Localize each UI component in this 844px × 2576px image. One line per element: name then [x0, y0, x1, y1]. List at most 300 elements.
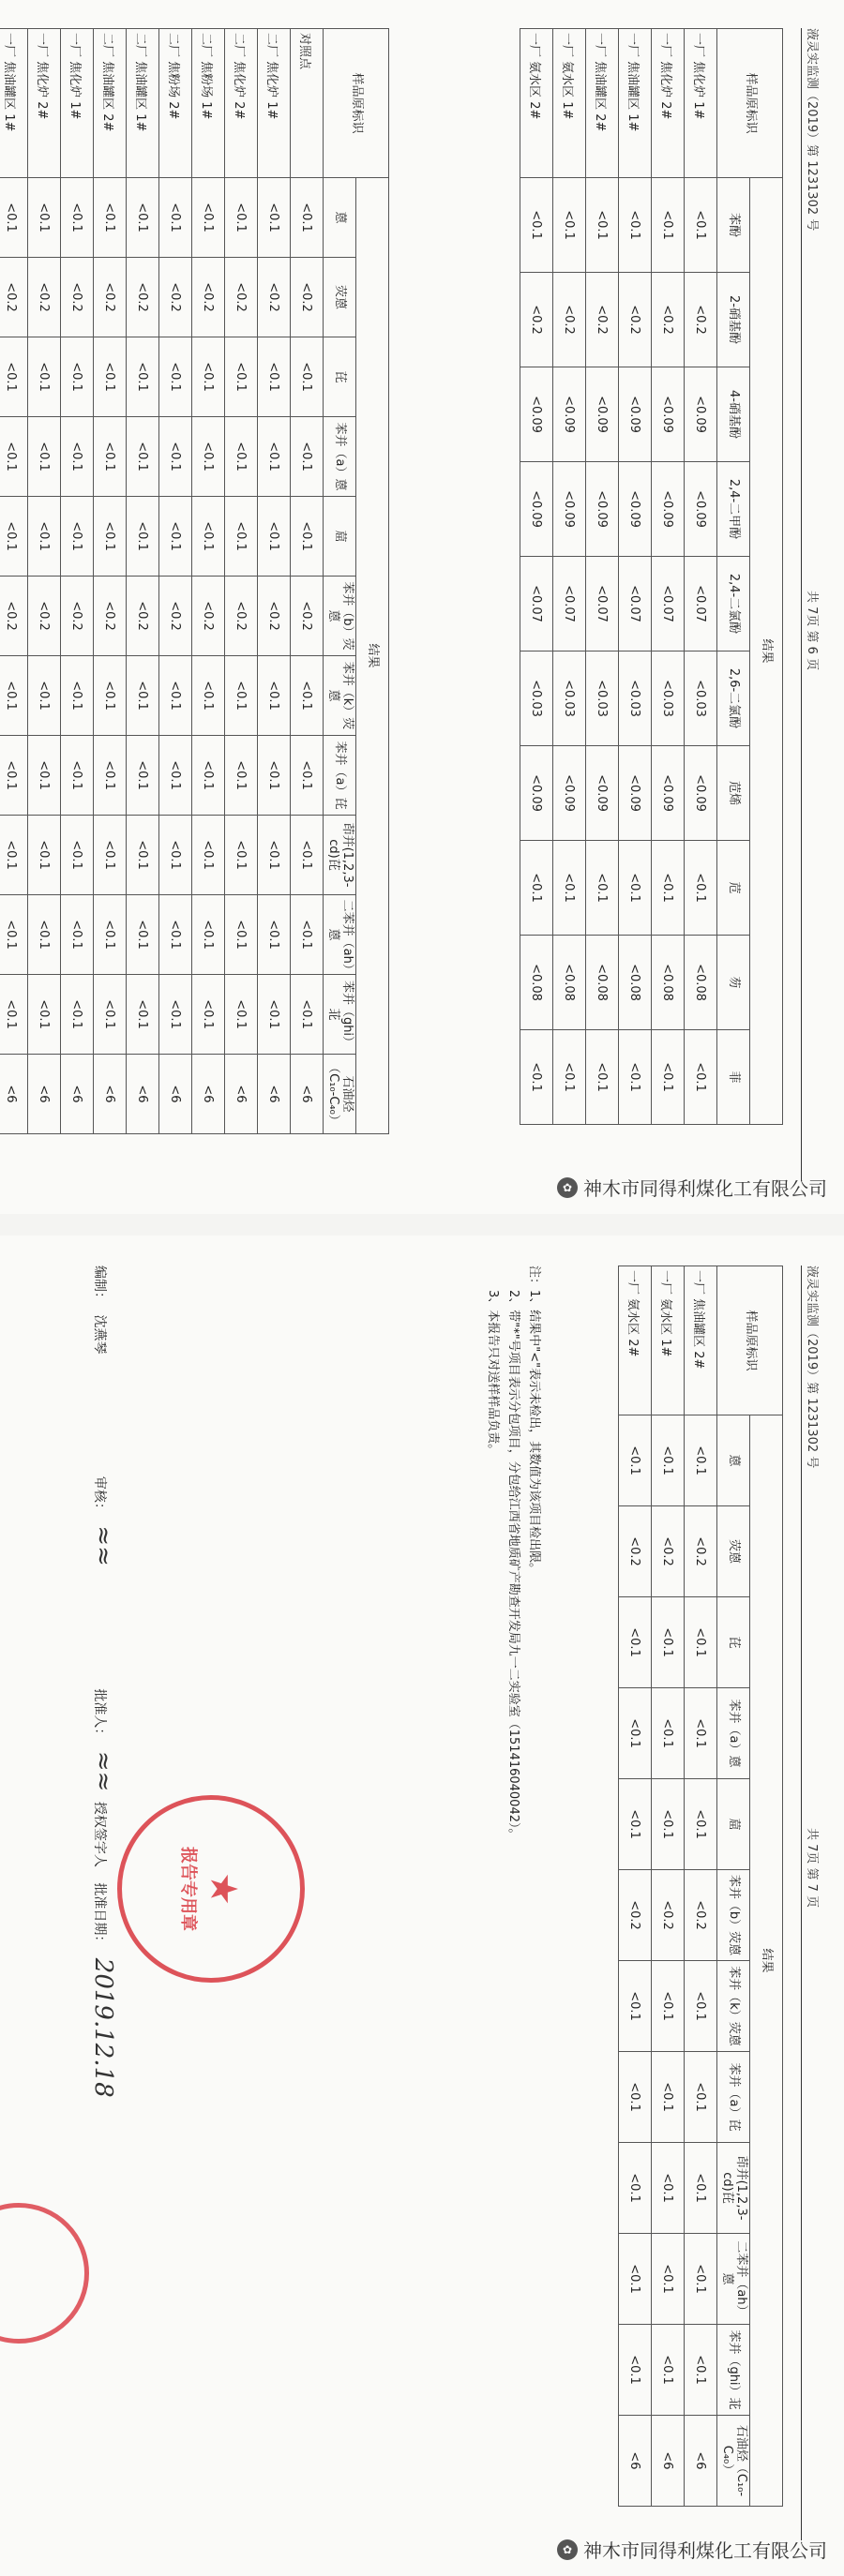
result-cell: <0.03 [652, 651, 685, 746]
result-cell: <0.1 [685, 2234, 717, 2325]
result-cell: <0.08 [553, 936, 586, 1030]
result-cell: <0.1 [652, 1688, 685, 1779]
column-header: 苯并（k）荧蒽 [717, 1961, 750, 2052]
page-6 [2, 9, 830, 1200]
result-cell: <0.1 [225, 337, 258, 417]
result-cell: <0.1 [685, 178, 717, 273]
column-header: 苯并（ghi）苝 [324, 975, 356, 1055]
column-header: 芘 [324, 337, 356, 417]
result-cell: <0.08 [520, 936, 553, 1030]
result-cell: <0.1 [291, 975, 324, 1055]
result-cell: <6 [291, 1055, 324, 1134]
result-cell: <0.2 [159, 577, 192, 656]
result-cell: <0.1 [258, 736, 291, 816]
result-cell: <0.1 [94, 178, 127, 258]
table-row [127, 29, 159, 1134]
results-table-b [0, 28, 389, 1134]
result-cell: <0.1 [291, 178, 324, 258]
result-cell: <0.1 [0, 417, 28, 497]
header-rule [801, 28, 802, 1181]
compiler-name: 沈燕琴 [92, 1314, 107, 1355]
column-header: 荧蒽 [324, 258, 356, 337]
result-cell: <0.09 [520, 746, 553, 841]
result-cell: <0.2 [586, 273, 619, 367]
table-row [652, 1266, 685, 2507]
result-cell: <0.1 [258, 656, 291, 736]
column-header: 蒽 [324, 178, 356, 258]
result-cell: <0.2 [127, 577, 159, 656]
result-cell: <0.1 [159, 497, 192, 577]
result-cell: <0.09 [586, 462, 619, 557]
result-cell: <0.1 [127, 656, 159, 736]
result-group-header: 结果 [750, 178, 783, 1125]
result-cell: <0.2 [553, 273, 586, 367]
table-row [520, 29, 553, 1125]
result-cell: <0.1 [225, 975, 258, 1055]
result-cell: <0.1 [94, 497, 127, 577]
result-cell: <0.1 [225, 497, 258, 577]
result-cell: <0.1 [127, 497, 159, 577]
column-header: 芴 [717, 936, 750, 1030]
stamp-mark: 报告专用章 [178, 1847, 198, 1931]
result-cell: <0.1 [0, 975, 28, 1055]
sample-id-header: 样品原标识 [717, 29, 783, 178]
result-cell: <0.1 [159, 895, 192, 975]
note-1: 注：1、结果中"<"表示未检出，其数值为该项目检出限。 [527, 1266, 541, 1576]
sample-id-header: 样品原标识 [717, 1266, 783, 1415]
result-cell: <0.2 [291, 577, 324, 656]
report-number: 液灵实监测（2019）第 1231302 号 [805, 1266, 819, 1469]
table-row [291, 29, 324, 1134]
result-cell: <0.1 [94, 736, 127, 816]
result-cell: <0.2 [127, 258, 159, 337]
result-cell: <0.1 [652, 841, 685, 936]
result-cell: <0.2 [61, 258, 94, 337]
result-cell: <0.07 [652, 557, 685, 651]
result-cell: <0.1 [127, 337, 159, 417]
table-row [159, 29, 192, 1134]
result-cell: <0.1 [258, 816, 291, 895]
result-cell: <0.1 [685, 2052, 717, 2143]
column-header: 2,6-二氯酚 [717, 651, 750, 746]
result-cell: <0.1 [28, 497, 61, 577]
result-cell: <0.2 [159, 258, 192, 337]
result-cell: <0.1 [0, 178, 28, 258]
result-cell: <0.1 [225, 417, 258, 497]
result-cell: <0.1 [94, 337, 127, 417]
result-cell: <0.1 [685, 1961, 717, 2052]
result-cell: <0.1 [127, 895, 159, 975]
result-cell: <0.1 [258, 895, 291, 975]
result-cell: <0.1 [192, 178, 225, 258]
column-header: 苯并（b）荧蒽 [717, 1870, 750, 1961]
sample-label: 一厂 焦油罐区 2# [586, 29, 619, 178]
result-cell: <0.1 [94, 975, 127, 1055]
result-cell: <6 [0, 1055, 28, 1134]
result-cell: <0.1 [61, 337, 94, 417]
result-cell: <0.1 [619, 2234, 652, 2325]
result-cell: <0.08 [652, 936, 685, 1030]
result-cell: <0.2 [192, 577, 225, 656]
result-cell: <0.1 [291, 417, 324, 497]
result-cell: <0.1 [520, 1030, 553, 1125]
result-cell: <0.2 [685, 273, 717, 367]
result-cell: <0.2 [652, 1506, 685, 1597]
result-cell: <0.2 [258, 577, 291, 656]
result-cell: <0.1 [685, 1415, 717, 1506]
table-row [553, 29, 586, 1125]
result-cell: <0.09 [520, 367, 553, 462]
note-3: 3、本报告只对送样样品负责。 [486, 1290, 500, 1457]
result-cell: <0.1 [619, 1597, 652, 1688]
result-cell: <0.1 [127, 975, 159, 1055]
sample-label: 二厂 焦油罐区 2# [94, 29, 127, 178]
result-cell: <0.1 [61, 816, 94, 895]
wechat-icon: ✿ [557, 1177, 578, 1198]
reviewer-signature: ≈≈ [89, 1525, 117, 1566]
sample-label: 一厂 焦化炉 1# [61, 29, 94, 178]
table-row [0, 29, 28, 1134]
table-row [61, 29, 94, 1134]
result-cell: <0.1 [192, 417, 225, 497]
result-cell: <0.1 [520, 178, 553, 273]
result-cell: <0.1 [127, 178, 159, 258]
notes [482, 1266, 544, 1840]
result-cell: <0.1 [159, 736, 192, 816]
result-cell: <0.1 [159, 178, 192, 258]
header-rule [801, 1266, 802, 2540]
result-cell: <0.09 [586, 746, 619, 841]
column-header: 4-硝基酚 [717, 367, 750, 462]
result-cell: <0.2 [0, 577, 28, 656]
result-cell: <0.1 [652, 1779, 685, 1870]
result-cell: <0.1 [94, 417, 127, 497]
result-cell: <0.2 [61, 577, 94, 656]
column-header: 茚并(1,2,3-cd)芘 [324, 816, 356, 895]
result-cell: <6 [159, 1055, 192, 1134]
approve-date: 2019.12.18 [89, 1957, 117, 2098]
result-cell: <0.2 [520, 273, 553, 367]
sample-label: 一厂 焦化炉 1# [685, 29, 717, 178]
column-header: 菲 [717, 1030, 750, 1125]
result-cell: <0.03 [586, 651, 619, 746]
result-cell: <0.2 [94, 258, 127, 337]
column-header: 二苯并（ah）蒽 [717, 2234, 750, 2325]
result-cell: <0.08 [586, 936, 619, 1030]
column-header: 石油烃（C₁₀-C₄₀） [717, 2416, 750, 2507]
result-cell: <0.2 [291, 258, 324, 337]
result-cell: <0.07 [553, 557, 586, 651]
result-cell: <0.1 [291, 337, 324, 417]
result-cell: <0.1 [652, 1030, 685, 1125]
result-cell: <0.08 [619, 936, 652, 1030]
sample-label: 一厂 焦油罐区 1# [0, 29, 28, 178]
result-cell: <0.1 [258, 178, 291, 258]
result-cell: <0.1 [291, 736, 324, 816]
result-cell: <0.09 [685, 367, 717, 462]
result-cell: <0.1 [685, 1779, 717, 1870]
result-cell: <0.1 [619, 178, 652, 273]
result-cell: <6 [652, 2416, 685, 2507]
result-cell: <0.1 [619, 1779, 652, 1870]
result-cell: <0.09 [652, 367, 685, 462]
result-cell: <0.1 [28, 178, 61, 258]
result-cell: <0.1 [225, 816, 258, 895]
result-cell: <0.2 [619, 1506, 652, 1597]
sample-label: 一厂 焦化炉 2# [28, 29, 61, 178]
result-cell: <0.1 [28, 736, 61, 816]
page-label: 共 7页 第 7 页 [805, 1828, 819, 1909]
result-cell: <0.1 [258, 417, 291, 497]
results-table-a [520, 28, 783, 1125]
result-cell: <0.2 [685, 1870, 717, 1961]
result-cell: <0.1 [28, 895, 61, 975]
result-cell: <0.1 [192, 895, 225, 975]
sample-label: 二厂 焦粉场 2# [159, 29, 192, 178]
result-cell: <0.2 [258, 258, 291, 337]
result-cell: <0.1 [685, 1597, 717, 1688]
table-row [225, 29, 258, 1134]
column-header: 2,4-二氯酚 [717, 557, 750, 651]
result-cell: <0.09 [685, 746, 717, 841]
approver-role: 授权签字人 [92, 1801, 107, 1867]
table-row [94, 29, 127, 1134]
column-header: 苯并（a）蒽 [324, 417, 356, 497]
sample-label: 二厂 焦化炉 2# [225, 29, 258, 178]
compiler-label: 编制： [92, 1266, 107, 1305]
sample-label: 一厂 氨水区 1# [553, 29, 586, 178]
result-cell: <0.1 [61, 656, 94, 736]
result-cell: <0.1 [225, 736, 258, 816]
table-row [258, 29, 291, 1134]
result-cell: <0.1 [192, 816, 225, 895]
result-cell: <0.2 [28, 577, 61, 656]
result-cell: <0.1 [192, 975, 225, 1055]
result-cell: <6 [619, 2416, 652, 2507]
sample-id-header: 样品原标识 [324, 29, 389, 178]
result-cell: <6 [127, 1055, 159, 1134]
result-cell: <0.1 [225, 895, 258, 975]
column-header: 芘 [717, 1597, 750, 1688]
table-row [28, 29, 61, 1134]
column-header: 二苯并（ah）蒽 [324, 895, 356, 975]
watermark-text: 神木市同得利煤化工有限公司 [583, 1177, 827, 1200]
result-cell: <0.09 [652, 462, 685, 557]
column-header: 苯并（k）荧蒽 [324, 656, 356, 736]
result-cell: <0.03 [520, 651, 553, 746]
sample-label: 二厂 焦油罐区 1# [127, 29, 159, 178]
result-cell: <0.09 [553, 746, 586, 841]
result-cell: <0.07 [520, 557, 553, 651]
result-cell: <0.09 [652, 746, 685, 841]
result-cell: <0.1 [0, 337, 28, 417]
watermark [557, 2536, 827, 2563]
official-stamp [117, 1795, 305, 1983]
result-cell: <0.1 [685, 841, 717, 936]
result-cell: <0.1 [127, 816, 159, 895]
result-cell: <0.1 [61, 417, 94, 497]
result-cell: <0.1 [159, 975, 192, 1055]
result-cell: <0.1 [619, 1415, 652, 1506]
result-cell: <0.1 [520, 841, 553, 936]
result-cell: <0.03 [619, 651, 652, 746]
result-cell: <0.1 [61, 975, 94, 1055]
sample-label: 一厂 焦油罐区 1# [619, 29, 652, 178]
column-header: 蒽 [717, 1415, 750, 1506]
result-cell: <0.2 [652, 1870, 685, 1961]
result-cell: <0.1 [61, 895, 94, 975]
result-cell: <0.09 [685, 462, 717, 557]
result-cell: <0.1 [652, 1597, 685, 1688]
column-header: 苯并（ghi）苝 [717, 2325, 750, 2416]
result-cell: <0.1 [0, 497, 28, 577]
result-cell: <0.1 [553, 178, 586, 273]
result-cell: <0.1 [291, 816, 324, 895]
result-cell: <0.1 [652, 2325, 685, 2416]
sample-label: 一厂 氨水区 2# [520, 29, 553, 178]
column-header: 苯并（a）蒽 [717, 1688, 750, 1779]
table-row [192, 29, 225, 1134]
page-label: 共 7页 第 6 页 [805, 591, 819, 671]
result-cell: <0.2 [94, 577, 127, 656]
result-cell: <0.09 [586, 367, 619, 462]
result-cell: <0.2 [192, 258, 225, 337]
table-row [685, 29, 717, 1125]
watermark-text: 神木市同得利煤化工有限公司 [583, 2539, 827, 2562]
result-cell: <0.03 [553, 651, 586, 746]
result-cell: <0.1 [94, 895, 127, 975]
signature-row [89, 1266, 117, 2540]
result-cell: <0.1 [225, 178, 258, 258]
result-cell: <0.1 [619, 2143, 652, 2234]
column-header: 苯并（a）芘 [717, 2052, 750, 2143]
result-cell: <6 [192, 1055, 225, 1134]
sample-label: 一厂 氨水区 2# [619, 1266, 652, 1415]
result-cell: <0.07 [619, 557, 652, 651]
result-cell: <0.1 [0, 736, 28, 816]
result-cell: <0.09 [520, 462, 553, 557]
result-cell: <0.1 [28, 816, 61, 895]
result-cell: <0.2 [619, 273, 652, 367]
report-number: 液灵实监测（2019）第 1231302 号 [805, 28, 819, 232]
result-cell: <0.09 [553, 462, 586, 557]
result-cell: <0.1 [619, 1961, 652, 2052]
table-row [685, 1266, 717, 2507]
result-cell: <0.1 [652, 2143, 685, 2234]
result-cell: <0.2 [619, 1870, 652, 1961]
result-cell: <0.1 [685, 2143, 717, 2234]
result-cell: <6 [61, 1055, 94, 1134]
approver-signature: ≈≈ [89, 1750, 117, 1792]
edge-stamp [0, 2203, 89, 2344]
result-cell: <0.1 [28, 337, 61, 417]
column-header: 2,4-二甲酚 [717, 462, 750, 557]
table-row [619, 29, 652, 1125]
result-cell: <0.1 [159, 816, 192, 895]
result-cell: <0.1 [685, 2325, 717, 2416]
table-row [652, 29, 685, 1125]
result-cell: <0.07 [685, 557, 717, 651]
result-cell: <0.1 [258, 337, 291, 417]
result-cell: <0.1 [94, 816, 127, 895]
result-cell: <0.1 [61, 497, 94, 577]
result-cell: <0.1 [652, 2052, 685, 2143]
result-group-header: 结果 [750, 1415, 783, 2507]
column-header: 苯并（a）芘 [324, 736, 356, 816]
result-cell: <0.1 [619, 841, 652, 936]
result-cell: <0.1 [159, 337, 192, 417]
result-cell: <0.2 [28, 258, 61, 337]
result-cell: <0.1 [258, 497, 291, 577]
result-cell: <6 [225, 1055, 258, 1134]
result-cell: <0.1 [28, 417, 61, 497]
result-cell: <0.1 [652, 178, 685, 273]
result-cell: <0.1 [159, 656, 192, 736]
column-header: 苯酚 [717, 178, 750, 273]
sample-label: 一厂 焦油罐区 2# [685, 1266, 717, 1415]
result-cell: <0.1 [291, 656, 324, 736]
sample-label: 二厂 焦化炉 1# [258, 29, 291, 178]
result-cell: <0.1 [127, 417, 159, 497]
result-cell: <0.1 [586, 1030, 619, 1125]
result-cell: <0.1 [291, 497, 324, 577]
result-cell: <0.2 [685, 1506, 717, 1597]
result-cell: <0.1 [685, 1688, 717, 1779]
page-7 [14, 1247, 830, 2559]
result-cell: <6 [685, 2416, 717, 2507]
note-2: 2、带"*"号项目表示分包项目，分包给江西省地质矿产勘查开发局九一二实验室（151416040042）。 [506, 1290, 520, 1841]
result-cell: <6 [258, 1055, 291, 1134]
result-cell: <0.09 [619, 746, 652, 841]
column-header: 苯并（b）荧蒽 [324, 577, 356, 656]
result-cell: <0.1 [553, 841, 586, 936]
result-cell: <0.1 [61, 736, 94, 816]
result-cell: <0.08 [685, 936, 717, 1030]
result-cell: <0.1 [652, 2234, 685, 2325]
stamp-star-icon: ★ [202, 1872, 245, 1906]
column-header: 荧蒽 [717, 1506, 750, 1597]
result-cell: <0.09 [619, 367, 652, 462]
result-cell: <0.1 [192, 497, 225, 577]
table-row [586, 29, 619, 1125]
column-header: 茚并(1,2,3-cd)芘 [717, 2143, 750, 2234]
sample-label: 一厂 氨水区 1# [652, 1266, 685, 1415]
column-header: 2-硝基酚 [717, 273, 750, 367]
result-cell: <0.1 [159, 417, 192, 497]
result-cell: <0.1 [28, 975, 61, 1055]
result-cell: <0.2 [225, 258, 258, 337]
sample-label: 二厂 焦粉场 1# [192, 29, 225, 178]
watermark [557, 1174, 827, 1201]
result-cell: <0.1 [94, 656, 127, 736]
result-cell: <0.1 [0, 895, 28, 975]
result-cell: <0.1 [225, 656, 258, 736]
result-cell: <0.2 [0, 258, 28, 337]
table-row [619, 1266, 652, 2507]
result-cell: <0.03 [685, 651, 717, 746]
result-cell: <0.1 [619, 1030, 652, 1125]
result-cell: <0.1 [258, 975, 291, 1055]
result-cell: <0.1 [0, 656, 28, 736]
sample-label: 一厂 焦化炉 2# [652, 29, 685, 178]
result-cell: <0.1 [619, 2325, 652, 2416]
result-cell: <0.1 [192, 736, 225, 816]
result-cell: <6 [94, 1055, 127, 1134]
result-cell: <0.1 [61, 178, 94, 258]
column-header: 石油烃（C₁₀-C₄₀） [324, 1055, 356, 1134]
result-cell: <0.09 [619, 462, 652, 557]
result-cell: <0.1 [28, 656, 61, 736]
